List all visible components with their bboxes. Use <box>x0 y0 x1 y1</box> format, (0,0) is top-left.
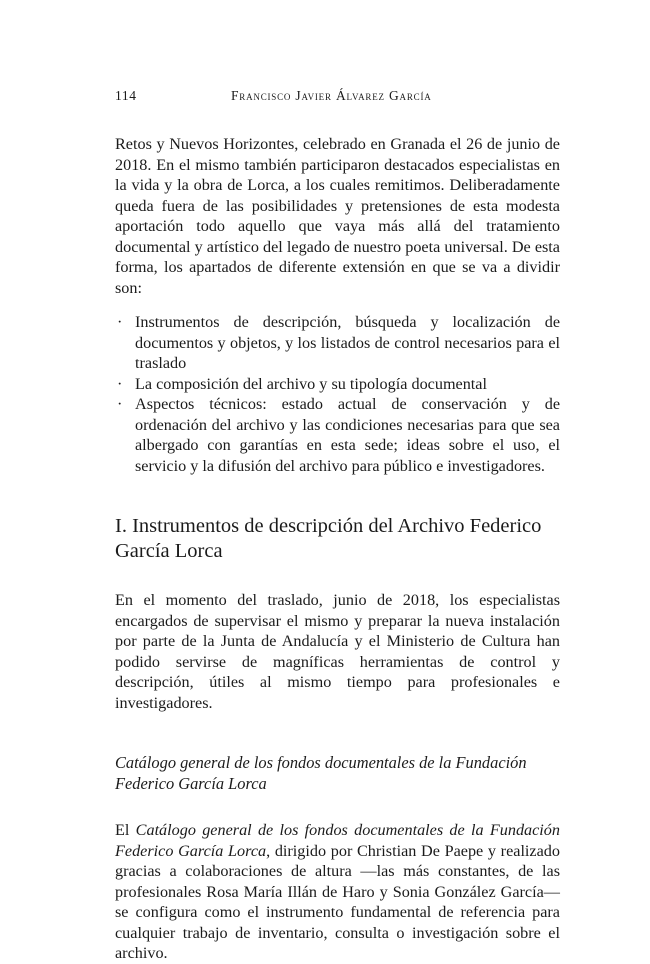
section-paragraph: En el momento del traslado, junio de 2018, los especialistas encargados de supervisar el mismo y preparar la nueva instalación por parte de la Junta de Andalucía y el Ministerio de Cultura han podido servirse de magníficas herramientas de control y descripción, útiles al mismo tiempo para profesionales e investigadores. <box>115 591 560 712</box>
bullet-item <box>115 394 560 476</box>
paragraph-rest: , dirigido por Christian De Paepe y realizado gracias a colaboraciones de altura —las más constantes, de las profesionales Rosa María Illán de Haro y Sonia González García— se configura como el instrumento fundamental de referencia para cualquier trabajo de inventario, consulta o investigación sobre el archivo. <box>115 841 560 962</box>
bullet-list <box>115 312 560 476</box>
subsection-heading: Catálogo general de los fondos documentales de la Fundación Federico García Lorca <box>115 753 527 793</box>
intro-paragraph: Retos y Nuevos Horizontes, celebrado en Granada el 26 de junio de 2018. En el mismo también participaron destacados especialistas en la vida y la obra de Lorca, a los cuales remitimos. Deliberadamente queda fuera de las posibilidades y pretensiones de esta modesta aportación todo aquello que vaya más allá del tratamiento documental y artístico del legado de nuestro poeta universal. De esta forma, los apartados de diferente extensión en que se va a dividir son: <box>115 135 560 297</box>
catalog-title: Catálogo general de los fondos documentales de la Fundación Federico García Lorca <box>115 821 560 860</box>
section-heading: I. Instrumentos de descripción del Archivo Federico García Lorca <box>115 515 542 562</box>
running-head <box>115 88 560 110</box>
bullet-mark: · <box>117 395 123 413</box>
bullet-text: Instrumentos de descripción, búsqueda y localización de documentos y objetos, y los listados de control necesarios para el traslado <box>135 313 560 372</box>
book-page <box>115 88 560 964</box>
bullet-item <box>115 312 560 374</box>
running-title: Francisco Javier Álvarez García <box>231 88 432 103</box>
bullet-mark: · <box>117 374 123 393</box>
bullet-text: Aspectos técnicos: estado actual de conservación y de ordenación del archivo y las condiciones necesarias para que sea albergado con garantías en esta sede; ideas sobre el uso, el servicio y la difusión del archivo para público e investigadores. <box>135 395 560 475</box>
page-number: 114 <box>115 88 137 103</box>
subsection-paragraph <box>115 820 560 964</box>
bullet-mark: · <box>117 313 123 331</box>
bullet-text: La composición del archivo y su tipología documental <box>135 374 487 393</box>
bullet-item <box>115 374 560 395</box>
paragraph-lead: El <box>115 821 136 839</box>
